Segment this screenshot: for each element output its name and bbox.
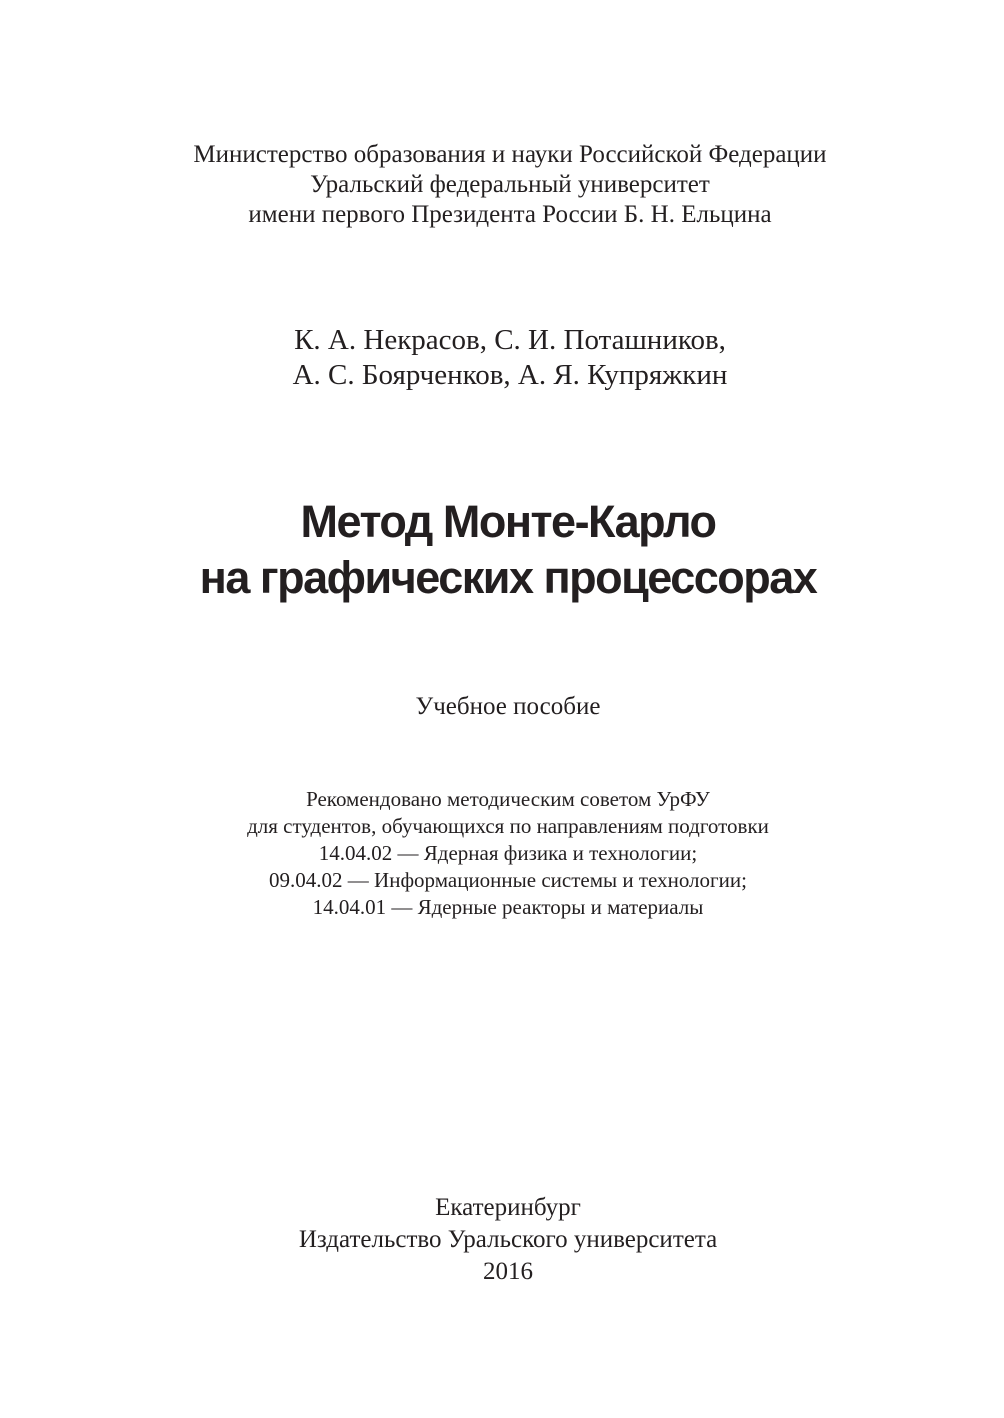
institution-header bbox=[8, 140, 1004, 230]
imprint-city: Екатеринбург bbox=[435, 1194, 581, 1221]
specialty-line-2: 09.04.02 — Информационные системы и технологии; bbox=[269, 868, 747, 892]
university-name-line: имени первого Президента России Б. Н. Ельцина bbox=[248, 201, 772, 228]
imprint bbox=[6, 1192, 1004, 1288]
imprint-publisher: Издательство Уральского университета bbox=[298, 1226, 718, 1253]
recommendation-line-2: для студентов, обучающихся по направлениям подготовки bbox=[247, 814, 769, 838]
university-line: Уральский федеральный университет bbox=[310, 171, 710, 198]
recommendation bbox=[6, 786, 1004, 921]
book-title bbox=[6, 494, 1004, 606]
specialty-line-1: 14.04.02 — Ядерная физика и технологии; bbox=[318, 841, 698, 865]
book-type: Учебное пособие bbox=[415, 693, 601, 720]
authors bbox=[8, 323, 1004, 393]
authors-line-2: А. С. Боярченков, А. Я. Купряжкин bbox=[292, 359, 728, 391]
imprint-year: 2016 bbox=[483, 1258, 533, 1285]
authors-line-1: К. А. Некрасов, С. И. Поташников, bbox=[294, 324, 726, 356]
book-title-line-1: Метод Монте-Карло bbox=[300, 496, 716, 547]
recommendation-line-1: Рекомендовано методическим советом УрФУ bbox=[306, 787, 710, 811]
ministry-line: Министерство образования и науки Российской Федерации bbox=[193, 141, 827, 168]
book-title-line-2: на графических процессорах bbox=[199, 552, 817, 603]
specialty-line-3: 14.04.01 — Ядерные реакторы и материалы bbox=[312, 895, 704, 919]
